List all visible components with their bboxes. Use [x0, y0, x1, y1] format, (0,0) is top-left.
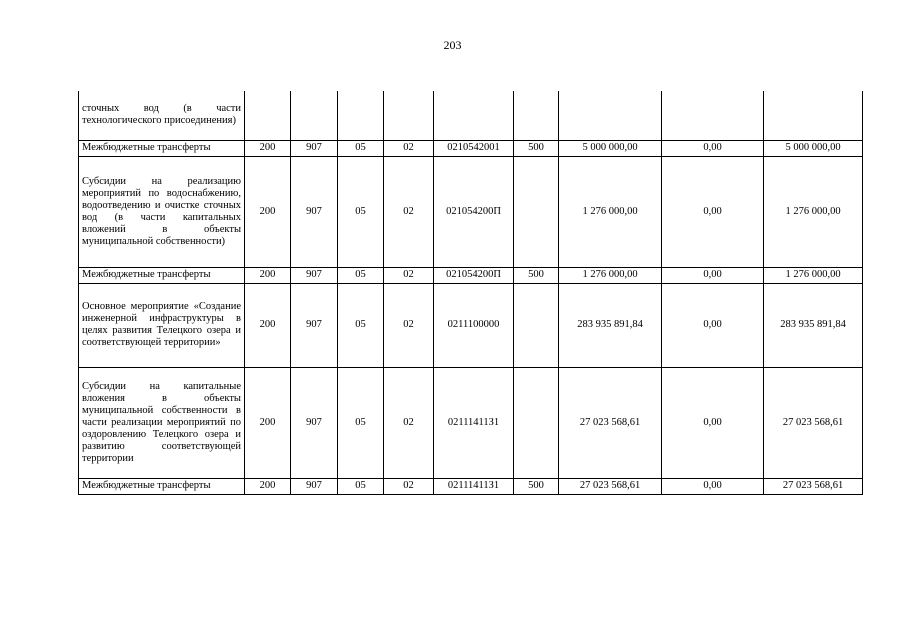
- amount-result: 283 935 891,84: [764, 283, 863, 367]
- section-code: 05: [338, 283, 384, 367]
- expense-type-code: [514, 367, 559, 478]
- expense-type-code: [514, 156, 559, 267]
- column-a-code: 200: [245, 478, 291, 494]
- expense-type-code: 500: [514, 267, 559, 283]
- column-a-code: 200: [245, 283, 291, 367]
- page-number: 203: [443, 38, 462, 52]
- target-article-code: 0210542001: [434, 140, 514, 156]
- amount-change: 0,00: [662, 140, 764, 156]
- target-article-code: 02111411З1: [434, 367, 514, 478]
- expense-type-code: [514, 283, 559, 367]
- amount-total: 27 023 568,61: [559, 367, 662, 478]
- budget-table: [78, 91, 863, 495]
- column-a-code: 200: [245, 156, 291, 267]
- table-body: [79, 91, 863, 494]
- amount-change: 0,00: [662, 478, 764, 494]
- amount-result: 1 276 000,00: [764, 267, 863, 283]
- amount-total: 5 000 000,00: [559, 140, 662, 156]
- table-row: [79, 156, 863, 267]
- section-code: 05: [338, 367, 384, 478]
- amount-total: 1 276 000,00: [559, 156, 662, 267]
- column-a-code: 200: [245, 267, 291, 283]
- section-code: 05: [338, 267, 384, 283]
- section-code: [338, 91, 384, 140]
- column-a-code: 200: [245, 367, 291, 478]
- table-row: [79, 283, 863, 367]
- amount-total: 27 023 568,61: [559, 478, 662, 494]
- amount-total: [559, 91, 662, 140]
- column-b-code: [291, 91, 338, 140]
- column-b-code: 907: [291, 156, 338, 267]
- amount-change: 0,00: [662, 156, 764, 267]
- column-b-code: 907: [291, 283, 338, 367]
- row-name: Субсидии на реализацию мероприятий по водоснабжению, водоотведению и очистке сточных вод (в части капитальных вложений в объекты муниципальной собственности): [79, 156, 245, 267]
- column-b-code: 907: [291, 478, 338, 494]
- column-a-code: [245, 91, 291, 140]
- amount-change: [662, 91, 764, 140]
- table-row: [79, 140, 863, 156]
- expense-type-code: [514, 91, 559, 140]
- expense-type-code: 500: [514, 478, 559, 494]
- amount-result: 27 023 568,61: [764, 367, 863, 478]
- row-name: сточных вод (в части технологического присоединения): [79, 91, 245, 140]
- amount-result: [764, 91, 863, 140]
- row-name: Субсидии на капитальные вложения в объекты муниципальной собственности в части реализации мероприятий по оздоровлению Телецкого озера и развитию соответствующей территории: [79, 367, 245, 478]
- section-code: 05: [338, 478, 384, 494]
- expense-type-code: 500: [514, 140, 559, 156]
- amount-result: 1 276 000,00: [764, 156, 863, 267]
- subsection-code: 02: [384, 156, 434, 267]
- amount-result: 27 023 568,61: [764, 478, 863, 494]
- amount-total: 1 276 000,00: [559, 267, 662, 283]
- column-b-code: 907: [291, 267, 338, 283]
- subsection-code: 02: [384, 367, 434, 478]
- amount-change: 0,00: [662, 267, 764, 283]
- row-name: Межбюджетные трансферты: [79, 267, 245, 283]
- subsection-code: 02: [384, 140, 434, 156]
- table-row: [79, 478, 863, 494]
- amount-change: 0,00: [662, 367, 764, 478]
- amount-change: 0,00: [662, 283, 764, 367]
- target-article-code: [434, 91, 514, 140]
- row-name: Основное мероприятие «Создание инженерной инфраструктуры в целях развития Телецкого озера и соответствующей территории»: [79, 283, 245, 367]
- table-row: [79, 367, 863, 478]
- subsection-code: 02: [384, 478, 434, 494]
- row-name: Межбюджетные трансферты: [79, 140, 245, 156]
- subsection-code: 02: [384, 283, 434, 367]
- table-row: [79, 91, 863, 140]
- target-article-code: 021054200П: [434, 156, 514, 267]
- table-row: [79, 267, 863, 283]
- target-article-code: 021054200П: [434, 267, 514, 283]
- amount-total: 283 935 891,84: [559, 283, 662, 367]
- row-name: Межбюджетные трансферты: [79, 478, 245, 494]
- column-a-code: 200: [245, 140, 291, 156]
- subsection-code: [384, 91, 434, 140]
- section-code: 05: [338, 140, 384, 156]
- amount-result: 5 000 000,00: [764, 140, 863, 156]
- section-code: 05: [338, 156, 384, 267]
- column-b-code: 907: [291, 367, 338, 478]
- subsection-code: 02: [384, 267, 434, 283]
- target-article-code: 0211100000: [434, 283, 514, 367]
- target-article-code: 02111411З1: [434, 478, 514, 494]
- column-b-code: 907: [291, 140, 338, 156]
